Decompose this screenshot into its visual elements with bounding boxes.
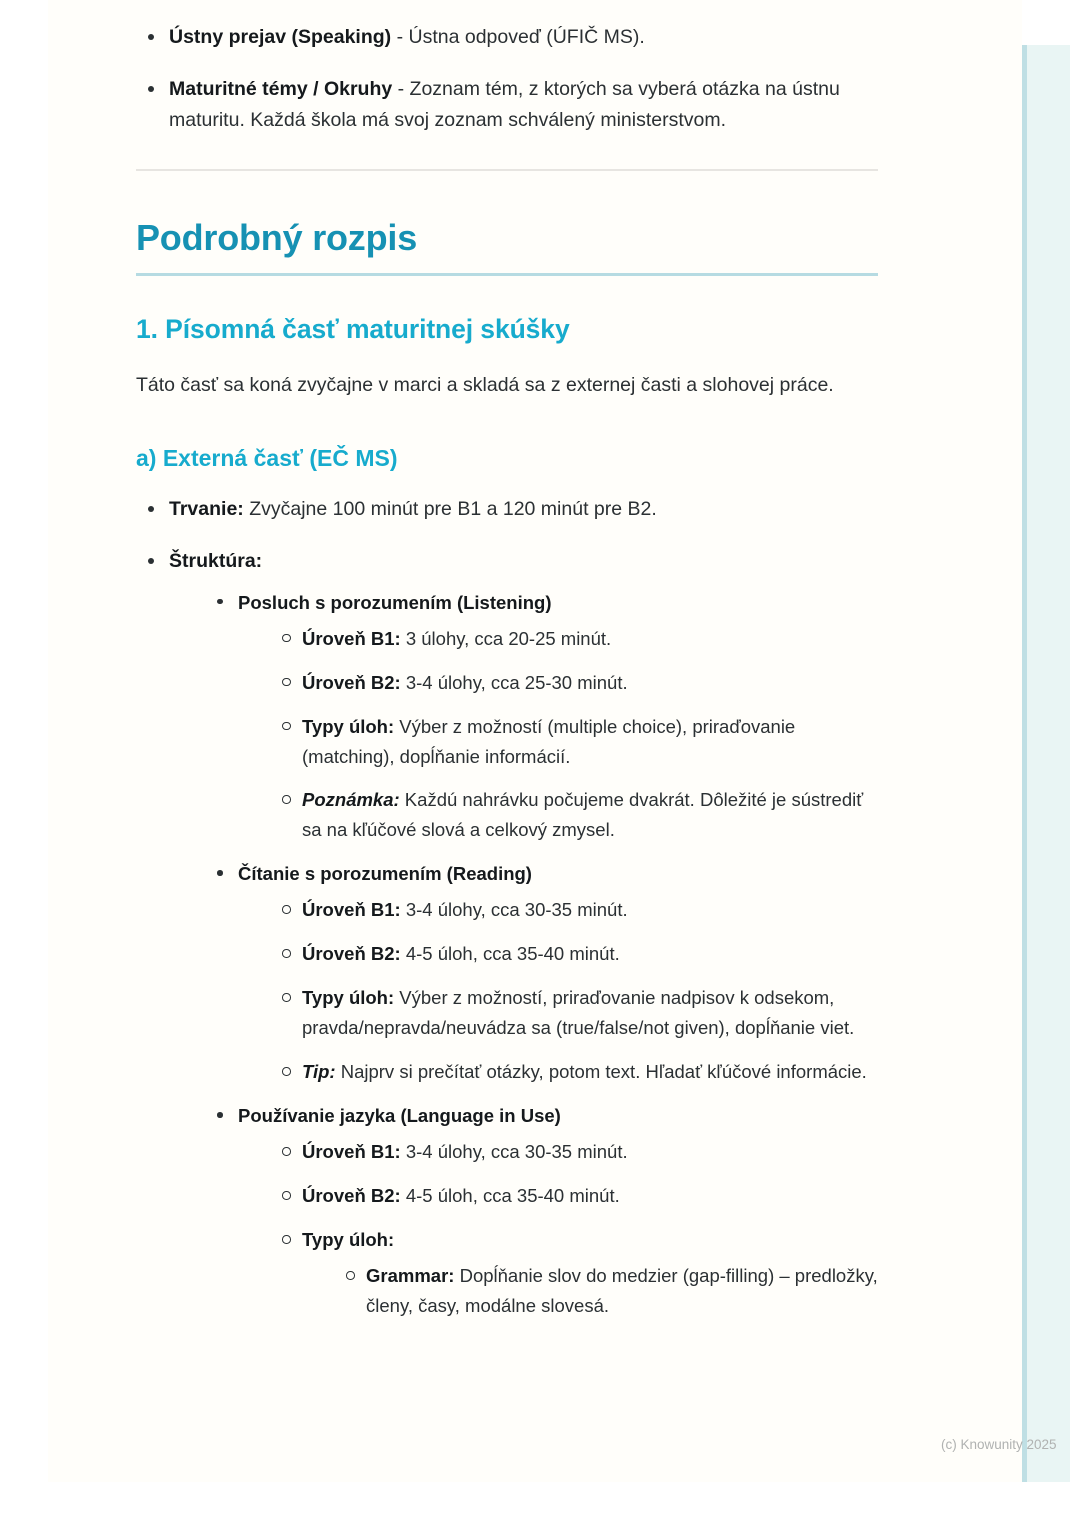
list-item [205,859,878,1087]
list-item-desc: 3-4 úlohy, cca 30-35 minút. [400,899,628,921]
list-item-term: Úroveň B2: [302,1185,401,1207]
list-item-desc: 4-5 úloh, cca 35-40 minút. [400,943,620,965]
list-item-term: Úroveň B2: [302,943,401,965]
list-item [136,74,878,137]
list-item [272,1225,878,1321]
intro-paragraph: Táto časť sa koná zvyčajne v marci a skladá sa z externej časti a slohovej práce. [136,373,834,396]
list-item-term: Úroveň B1: [302,899,401,921]
list-item-desc: - Ústna odpoveď (ÚFIČ MS). [391,26,645,48]
section-heading: 1. Písomná časť maturitnej skúšky [136,313,570,344]
list-item-desc: Každú nahrávku počujeme dvakrát. Dôležité je sústrediť sa na kľúčové slová a celkový zmysel. [302,789,864,841]
list-item-desc: Najprv si prečítať otázky, potom text. Hľadať kľúčové informácie. [335,1061,867,1083]
list-item-desc: Dopĺňanie slov do medzier (gap-filling) – predložky, členy, časy, modálne slovesá. [366,1265,878,1317]
page-title: Podrobný rozpis [136,216,418,258]
page-side-band [1022,45,1070,1482]
list-item-desc: 3-4 úlohy, cca 30-35 minút. [400,1141,628,1163]
list-item-term: Štruktúra: [169,550,263,573]
list-item-desc: Zvyčajne 100 minút pre B1 a 120 minút pre B2. [243,498,657,521]
language-use-detail-list [272,1137,878,1321]
list-item [272,1057,878,1087]
list-item-term: Úroveň B1: [302,1141,401,1163]
list-item-term: Ústny prejav (Speaking) [169,26,392,48]
listening-detail-list [272,624,878,846]
document-page [48,0,1057,1482]
reading-detail-list [272,895,878,1087]
list-item [272,785,878,845]
document-content [136,0,878,1341]
list-item-term: Úroveň B2: [302,671,401,693]
external-part-list [136,494,878,1321]
list-item [272,895,878,925]
list-item [272,983,878,1043]
list-item [336,1261,878,1321]
list-item-desc: - Zoznam tém, z ktorých sa vyberá otázka na ústnu maturitu. Každá škola má svoj zoznam schválený ministerstvom. [169,77,840,132]
list-item-desc: 4-5 úloh, cca 35-40 minút. [400,1185,620,1207]
list-item-term: Úroveň B1: [302,627,401,649]
list-item [205,588,878,846]
top-bullet-list [136,22,878,137]
list-item-desc: Výber z možností (multiple choice), priraďovanie (matching), dopĺňanie informácií. [302,715,796,767]
list-item [272,1181,878,1211]
list-item-term: Maturitné témy / Okruhy [169,77,393,100]
list-item-term: Typy úloh: [302,1229,395,1251]
list-item-desc: Výber z možností, priraďovanie nadpisov k odsekom, pravda/nepravda/neuvádza sa (true/false/not given), dopĺňanie viet. [302,987,855,1039]
list-item [136,22,878,54]
list-item [272,624,878,654]
section-divider [136,169,878,171]
list-item-term: Typy úloh: [302,715,395,737]
list-item [272,939,878,969]
list-item-desc: 3 úlohy, cca 20-25 minút. [400,627,612,649]
list-item-term: Grammar: [366,1265,455,1287]
list-item-desc: 3-4 úlohy, cca 25-30 minút. [400,671,628,693]
list-item-term: Čítanie s porozumením (Reading) [238,863,532,885]
structure-sublist [205,588,878,1321]
copyright-watermark: (c) Knowunity 2025 [941,1437,1057,1452]
list-item [205,1101,878,1321]
list-item-term: Poznámka: [302,789,400,811]
list-item [272,1137,878,1167]
list-item [272,712,878,772]
title-underline [136,273,878,276]
list-item-term: Typy úloh: [302,987,395,1009]
list-item-term: Používanie jazyka (Language in Use) [238,1105,561,1127]
subsection-heading: a) Externá časť (EČ MS) [136,445,398,472]
page-side-band-edge [1022,45,1027,1482]
list-item [272,668,878,698]
grammar-sublist [336,1261,878,1321]
list-item-term: Tip: [302,1061,336,1083]
list-item [136,494,878,526]
list-item [136,546,878,1321]
list-item-term: Trvanie: [169,498,244,521]
list-item-term: Posluch s porozumením (Listening) [238,591,552,613]
